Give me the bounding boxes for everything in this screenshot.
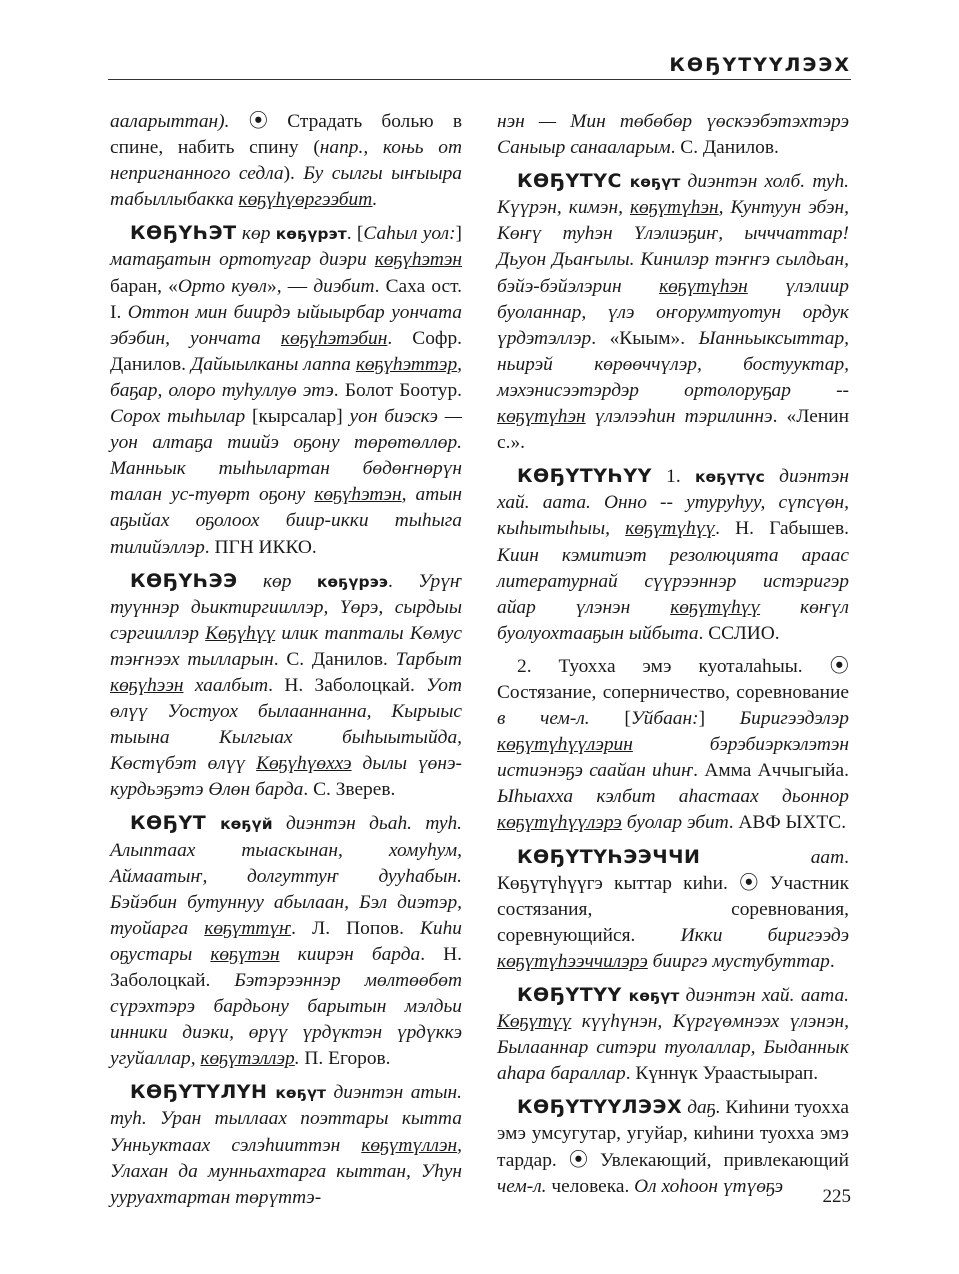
dictionary-entry: [497, 463, 849, 647]
header-rule: [108, 79, 851, 80]
text-run: . ПГН ИККО.: [204, 536, 317, 558]
text-run: . Болот Боотур.: [333, 379, 463, 401]
example-text: диэнтэн хай. аата. Онно -- утуруһуу, сүпсүөн, кыһытыһыы,: [497, 466, 849, 540]
headword: КӨҔҮТ: [130, 812, 207, 835]
example-text: көҥүл буолуохтааҕын ыйбыта: [497, 596, 849, 644]
example-text: бииргэ мустубуттар: [647, 950, 830, 972]
example-text: бэрэбиэркэлэтэн истиэнэҕэ саайан иһиҥ: [497, 734, 849, 782]
text-run: . ССЛИО.: [698, 622, 780, 644]
example-text: диэнтэн холб. туһ. Күүрэн, кимэн,: [497, 171, 849, 219]
highlighted-word: Көҕүһүү: [205, 622, 276, 644]
example-text: үлэлээһин тэрилиннэ: [585, 406, 773, 428]
highlighted-word: көҕүтүһүү: [670, 596, 761, 618]
text-run: . Киһини туохха эмэ умсугутар, угуйар, киһини туохха эмэ тардар. ⦿ Увлекающий, привлекающий: [497, 1097, 849, 1171]
example-text: чем-л.: [497, 1175, 547, 1197]
highlighted-word: көҕүһээн: [110, 674, 184, 696]
example-text: Дайыылканы лаппа: [190, 353, 356, 375]
headword: КӨҔҮҺЭЭ: [130, 569, 238, 592]
text-run: ).: [283, 163, 304, 185]
example-text: , атын аҕыйах оҕолоох биир-икки тыһыга тилийэллэр: [110, 484, 462, 558]
dictionary-entry: [497, 168, 849, 456]
highlighted-word: көҕүтүһээччилэрэ: [497, 950, 648, 972]
headword: КӨҔҮҺЭТ: [130, 222, 237, 245]
text-run: . Н. Габышев.: [715, 518, 849, 540]
example-text: даҕ: [682, 1097, 716, 1119]
highlighted-word: Көҕүһүөххэ: [256, 753, 352, 775]
headword: КӨҔҮТҮҺЭЭЧЧИ: [517, 845, 701, 868]
example-text: уон биэскэ — уон алтаҕа тиийэ оҕону төрөтөллөр. Манньык тыһылартан бөдөҥнөрүн талан ус-туөрт оҕону: [110, 406, 463, 506]
text-run: . Амма Аччыгыйа.: [693, 760, 849, 782]
highlighted-word: көҕүтэллэр: [200, 1048, 295, 1070]
text-run: . Софр. Данилов.: [110, 327, 462, 375]
entry-paragraph: [497, 109, 849, 161]
entry-paragraph: [110, 109, 462, 213]
page-number: 225: [822, 1186, 851, 1207]
highlighted-word: көҕүтүһэн: [659, 275, 748, 297]
text-run: .: [387, 570, 419, 592]
left-column: [110, 109, 462, 1211]
text-run: . [: [346, 223, 364, 245]
example-text: .: [294, 1048, 300, 1070]
example-text: Бэтэрээннэр мөлтөөбөт сүрэхтэрэ бардьону барытын мэлдьи инники диэки, өрүү үрдүктэн үрдүккэ угуйаллар,: [110, 970, 462, 1070]
entry-paragraph: [497, 654, 849, 837]
right-column: [497, 109, 849, 1200]
example-text: Уйбаан:: [630, 708, 699, 730]
highlighted-word: көҕүттүҥ: [204, 917, 292, 939]
example-text: Биригээдэлэр: [739, 708, 850, 730]
headword: КӨҔҮТҮС: [517, 170, 622, 193]
example-text: .: [372, 189, 378, 211]
example-text: , Кунтуун эбэн, Көҥү туһэн Үлэлиэҕиҥ, ычччаттар! Дьуон Дьаҥылы. Кинилэр тэҥҥэ сылдьан, бэйэ-бэйэлэрин: [497, 197, 849, 297]
text-run: человека.: [546, 1175, 635, 1197]
highlighted-word: көҕүһэтэн: [374, 249, 462, 271]
cross-reference: көҕүт: [621, 987, 680, 1005]
example-text: көр: [237, 570, 317, 592]
example-text: Орто куөл: [177, 275, 268, 297]
dictionary-entry: [110, 1079, 462, 1210]
highlighted-word: көҕүтэн: [210, 943, 280, 965]
highlighted-word: көҕүтүһүү: [625, 518, 716, 540]
highlighted-word: көҕүһэттэр: [355, 353, 458, 375]
example-text: дылы үөнэ-курдьэҕэтэ Өлөн барда: [110, 753, 462, 801]
example-text: хаалбыт: [183, 674, 269, 696]
example-text: Урүҥ туүннэр дьиктиргииллэр, Үөрэ, сырдыы сэргииллэр: [110, 570, 462, 644]
example-text: үлэлиир буоланнар, үлэ оҥорумтуотун ордук үрдэтэллэр: [497, 275, 850, 349]
text-run: . Н. Заболоцкай.: [110, 943, 462, 991]
example-text: диэнтэн атын. туһ. Уран тыллаах поэттары кытта Унньуктаах сэлэһииттэн: [110, 1082, 462, 1156]
cross-reference: көҕүт: [267, 1084, 327, 1103]
example-text: Тарбыт: [395, 648, 463, 670]
text-run: . С. Данилов.: [670, 137, 779, 159]
headword: КӨҔҮТҮҮЛЭЭХ: [517, 1096, 683, 1119]
text-run: . С. Зверев.: [303, 779, 396, 801]
dictionary-entry: [497, 1094, 849, 1199]
example-text: ааларыттан).: [110, 111, 230, 132]
example-text: күүһүнэн, Күргүөмнээх үлэнэн, Былааннар ситэри туолаллар, Быданнык аһара бараллар: [497, 1011, 849, 1085]
highlighted-word: көҕүтүһэн: [629, 197, 719, 219]
example-text: Ол хоһоон үтүөҕэ: [634, 1175, 784, 1197]
example-text: матаҕатын ортотугар диэри: [110, 249, 375, 271]
example-text: в чем-л.: [497, 708, 590, 730]
example-text: Ыанньыксыттар, ньирэй көрөөччүлэр, бостууктар, мэхэнисээтэрдэр ортолоруҕар --: [497, 327, 849, 401]
highlighted-word: көҕүтүһүүлэрин: [497, 734, 633, 756]
text-run: ⦿ Страдать болью в спине, набить спину (: [110, 111, 462, 159]
text-run: », —: [267, 275, 314, 297]
cross-reference: көҕүт: [621, 173, 681, 192]
example-text: , баҕар, олоро туһуллуө этэ: [110, 353, 463, 401]
text-run: 2. Туохха эмэ куоталаһыы. ⦿ Состязание, соперничество, соревнование: [497, 655, 849, 703]
text-run: [: [589, 708, 631, 730]
example-text: нэн — Мин төбөбөр үөскээбэтэхтэрэ Саныыр санааларым: [497, 111, 849, 159]
highlighted-word: көҕүһүөргээбит: [238, 189, 373, 211]
headword: КӨҔҮТҮҺҮҮ: [517, 465, 652, 488]
text-run: . С. Данилов.: [273, 648, 396, 670]
highlighted-word: Көҕүтүү: [497, 1011, 572, 1033]
headword: КӨҔҮТҮЛҮН: [130, 1081, 268, 1104]
example-text: диэбит: [313, 275, 375, 297]
highlighted-word: көҕүһэтэн: [314, 484, 402, 506]
example-text: киирэн барда: [279, 943, 421, 965]
example-text: напр., коњь от непригнанного седла: [110, 137, 462, 185]
text-run: ]: [698, 708, 740, 730]
highlighted-word: көҕүтүһүүлэрэ: [497, 812, 622, 834]
example-text: диэнтэн хай. аата.: [679, 985, 849, 1006]
text-run: . АВФ ЫХТС.: [728, 812, 847, 834]
running-title: КӨҔҮТҮҮЛЭЭХ: [669, 54, 851, 76]
text-run: баран, «: [110, 275, 178, 297]
example-text: буолар эбит: [621, 812, 729, 834]
example-text: , Улахан да мунньахтарга кыттан, Уһун ууруахтартан төрүттэ-: [110, 1134, 462, 1208]
text-run: . Көҕүтүһүүгэ кыттар киһи. ⦿ Участник состязания, соревнования, соревнующийся.: [497, 846, 849, 946]
example-text: Уот өлүү Уостуох былааннанна, Кырыыс тыына Кылгыах быһыытыйда, Көстүбэт өлүү: [110, 674, 463, 775]
text-run: . «Ленин с.».: [497, 406, 849, 454]
text-run: 1.: [651, 466, 695, 488]
example-text: Оттон мин биирдэ ыйыырбар уончата эбэбин, уончата: [110, 301, 463, 349]
text-run: . Күннүк Ураастыырап.: [625, 1063, 819, 1085]
dictionary-entry: [110, 220, 462, 560]
highlighted-word: көҕүтүллэн: [361, 1134, 458, 1156]
example-text: диэнтэн дьаһ. туһ. Алыптаах тыаскынан, хомуһум, Аймаатыҥ, долгуттуҥ дууһабын. Бэйэбин бутуннуу абылаан, Бэл диэтэр, туойарга: [110, 813, 462, 939]
example-text: Ыһыахха кэлбит аһастаах дьоннор: [497, 786, 849, 808]
example-text: аат: [700, 846, 845, 868]
example-text: көр: [236, 223, 276, 245]
text-run: . Саха ост. I.: [110, 275, 462, 323]
cross-reference: көҕүй: [206, 815, 273, 834]
text-run: . Л. Попов.: [291, 917, 421, 939]
text-run: . Н. Заболоцкай.: [268, 674, 427, 696]
text-run: [кырсалар]: [245, 406, 350, 428]
cross-reference: көҕүтүс: [694, 468, 765, 487]
dictionary-entry: [497, 982, 849, 1087]
cross-reference: көҕүрээ: [316, 572, 388, 591]
cross-reference: көҕүрэт: [275, 225, 347, 244]
example-text: Бу сылгы ыҥыыра табыллыбакка: [110, 163, 462, 211]
highlighted-word: көҕүтүһэн: [497, 406, 586, 428]
example-text: Сорох тыһылар: [110, 406, 246, 428]
dictionary-entry: [110, 568, 462, 804]
example-text: Саһыл уол:: [363, 223, 456, 245]
highlighted-word: көҕүһэтэбин: [280, 327, 388, 349]
text-run: .: [829, 950, 835, 972]
example-text: Икки биригээдэ: [680, 924, 849, 946]
example-text: Киһи оҕустары: [110, 917, 462, 965]
example-text: илик тапталы Көмус тэҥнээх тылларын: [110, 622, 462, 670]
text-run: П. Егоров.: [299, 1048, 391, 1070]
dictionary-entry: [110, 810, 462, 1072]
text-run: . «Кыым».: [591, 327, 699, 349]
headword: КӨҔҮТҮҮ: [517, 984, 622, 1006]
example-text: Киин кэмитиэт резолюцията араас литературнай сүүрээннэр истэригэр айар үлэнэн: [497, 544, 849, 618]
dictionary-entry: [497, 844, 849, 975]
text-run: ]: [455, 223, 463, 245]
